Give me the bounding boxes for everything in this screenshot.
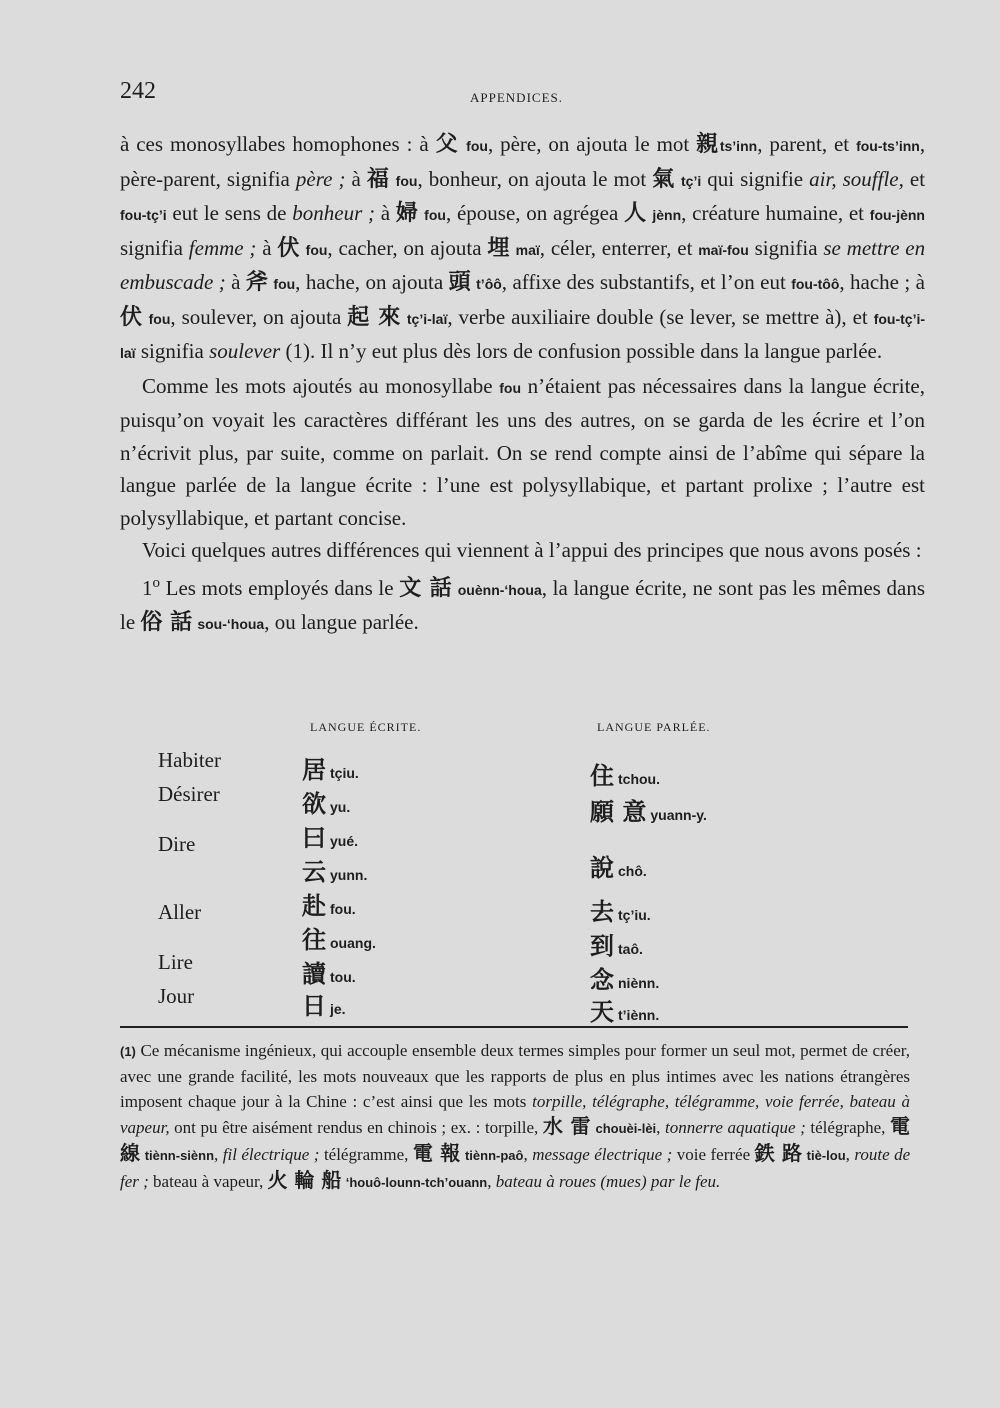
chinese-char: 電 報 bbox=[412, 1141, 461, 1165]
text: Les mots employés dans le bbox=[165, 575, 394, 600]
vocabulary-table bbox=[120, 720, 925, 1026]
romanization: fou-tôô bbox=[791, 276, 840, 292]
text: , bbox=[656, 1118, 661, 1137]
text: , hache, on ajouta bbox=[295, 270, 444, 294]
romanization: yunn. bbox=[330, 867, 368, 883]
romanization: fou-ts’inn bbox=[856, 138, 920, 154]
french-term: Lire bbox=[158, 950, 193, 974]
romanization: fou bbox=[395, 172, 418, 189]
italic-text: air, souffle, bbox=[809, 166, 904, 191]
text: signifia bbox=[140, 339, 204, 363]
text: voie ferrée bbox=[676, 1145, 751, 1164]
romanization: fou. bbox=[330, 901, 356, 917]
italic-text: femme ; bbox=[188, 235, 257, 260]
chinese-char: 親 bbox=[696, 132, 720, 157]
chinese-char: 起 來 bbox=[347, 304, 401, 330]
chinese-char: 曰 bbox=[302, 824, 326, 852]
spoken-word bbox=[590, 892, 651, 927]
romanization: ts’inn bbox=[719, 138, 758, 154]
column-header-written: LANGUE ÉCRITE. bbox=[310, 720, 422, 734]
romanization: tiè-lou bbox=[806, 1148, 846, 1163]
chinese-char: 婦 bbox=[395, 201, 419, 226]
french-term: Habiter bbox=[158, 748, 221, 772]
text: , père, on ajouta le mot bbox=[487, 132, 690, 156]
italic-text: bonheur ; bbox=[292, 201, 376, 225]
spoken-word bbox=[590, 756, 660, 791]
text: télégraphe, bbox=[810, 1118, 886, 1137]
chinese-char: 伏 bbox=[120, 304, 143, 330]
french-term: Dire bbox=[158, 832, 196, 856]
text: à bbox=[351, 166, 361, 191]
written-word bbox=[302, 886, 356, 921]
italic-text: fil électrique ; bbox=[222, 1145, 320, 1164]
paragraph-2 bbox=[120, 370, 925, 535]
romanization: yué. bbox=[330, 833, 359, 849]
page-number: 242 bbox=[120, 78, 156, 104]
chinese-char: 往 bbox=[302, 926, 326, 954]
paragraph-4 bbox=[120, 567, 925, 641]
romanization: fou bbox=[424, 207, 446, 223]
chinese-char: 日 bbox=[302, 992, 326, 1020]
romanization: sou-‘houa bbox=[197, 616, 265, 632]
french-term: Aller bbox=[158, 900, 202, 924]
italic-text: torpille, télégraphe, télégramme, voie ferrée, bateau à vapeur, bbox=[120, 1092, 910, 1137]
romanization: tç’i bbox=[681, 172, 702, 189]
italic-text: route de fer ; bbox=[120, 1145, 911, 1191]
chinese-char: 電 線 bbox=[120, 1114, 911, 1165]
written-word bbox=[302, 954, 356, 989]
italic-text: soulever bbox=[209, 339, 281, 363]
text: Ce mécanisme ingénieux, qui accouple ensemble deux termes simples pour former un seul mot, permet de créer, avec une grande facilité, les mots nouveaux que les rapports de plus en plus intimes avec les nations étrangères imposent chaque jour à la Chine : c’est ainsi que les mots bbox=[120, 1041, 910, 1111]
romanization: ‘houô-lounn-tch’ouann bbox=[345, 1175, 488, 1190]
text: télégramme, bbox=[323, 1145, 409, 1164]
text: signifia bbox=[754, 235, 818, 260]
text: , hache ; à bbox=[839, 270, 925, 294]
written-word bbox=[302, 852, 367, 887]
chinese-char: 天 bbox=[590, 998, 614, 1026]
chinese-char: 斧 bbox=[245, 270, 268, 295]
text: , ou langue parlée. bbox=[264, 610, 419, 634]
footnote bbox=[120, 1038, 910, 1195]
romanization: tçiu. bbox=[330, 765, 359, 781]
written-word bbox=[302, 920, 376, 955]
chinese-char: 火 輪 船 bbox=[267, 1168, 342, 1192]
chinese-char: 願 意 bbox=[590, 798, 647, 826]
body-text bbox=[120, 128, 925, 641]
romanization: maï bbox=[515, 241, 540, 258]
romanization: fou bbox=[148, 310, 171, 327]
romanization: ouang. bbox=[330, 935, 376, 951]
ordinal-mark: o bbox=[152, 574, 160, 591]
text: Comme les mots ajoutés au monosyllabe bbox=[142, 373, 493, 398]
text: , créature humaine, et bbox=[681, 201, 865, 225]
chinese-char: 欲 bbox=[302, 790, 326, 818]
text: , bonheur, on ajouta le mot bbox=[417, 166, 647, 191]
chinese-char: 居 bbox=[302, 756, 326, 784]
romanization: t’ôô bbox=[476, 276, 502, 292]
text: , verbe auxiliaire double (se lever, se mettre à), et bbox=[447, 304, 868, 329]
romanization: tou. bbox=[330, 969, 356, 985]
chinese-char: 赴 bbox=[302, 892, 326, 920]
text: , la langue écrite, ne sont pas les mêmes dans le bbox=[120, 575, 925, 634]
text: à ces monosyllabes homophones : à bbox=[120, 132, 429, 156]
romanization: tç’i-laï bbox=[406, 310, 448, 327]
romanization: jènn bbox=[652, 207, 682, 223]
chinese-char: 去 bbox=[590, 898, 614, 926]
chinese-char: 說 bbox=[590, 854, 614, 882]
romanization: fou-jènn bbox=[869, 207, 925, 223]
footnote-rule bbox=[120, 1026, 908, 1028]
chinese-char: 氣 bbox=[652, 166, 675, 192]
text: ont pu être aisément rendus en chinois ; ex. : torpille, bbox=[174, 1118, 539, 1137]
text: , céler, enterrer, et bbox=[539, 235, 693, 260]
romanization: yuann-y. bbox=[650, 807, 707, 823]
text: , bbox=[487, 1172, 492, 1191]
chinese-char: 云 bbox=[302, 858, 326, 886]
romanization: fou-tç’i bbox=[120, 207, 167, 223]
chinese-char: 住 bbox=[590, 762, 614, 790]
romanization: tchou. bbox=[618, 771, 660, 787]
written-word bbox=[302, 784, 350, 819]
text: , affixe des substantifs, et l’on eut bbox=[501, 270, 786, 294]
text: , cacher, on ajouta bbox=[327, 235, 482, 260]
french-term: Désirer bbox=[158, 782, 220, 806]
italic-text: bateau à roues (mues) par le feu. bbox=[495, 1172, 721, 1191]
romanization: chouèi-lèi bbox=[595, 1121, 657, 1136]
romanization: ouènn-‘houa bbox=[457, 581, 542, 598]
written-word bbox=[302, 818, 358, 853]
chinese-char: 念 bbox=[590, 966, 614, 994]
column-header-spoken: LANGUE PARLÉE. bbox=[597, 720, 711, 734]
text: , parent, et bbox=[757, 132, 850, 156]
chinese-char: 頭 bbox=[448, 270, 471, 295]
chinese-char: 文 話 bbox=[399, 575, 453, 601]
text: et bbox=[909, 166, 926, 191]
french-term: Jour bbox=[158, 984, 195, 1008]
paragraph-1 bbox=[120, 128, 925, 370]
romanization: fou bbox=[499, 379, 521, 396]
romanization: je. bbox=[330, 1001, 346, 1017]
text: , bbox=[523, 1145, 528, 1164]
text: eut le sens de bbox=[172, 201, 287, 225]
footnote-mark: (1) bbox=[120, 1044, 136, 1059]
text: n’étaient pas nécessaires dans la langue écrite, puisqu’on voyait les caractères différant les uns des autres, on se garda de les écrire et l’on n’écrivit plus, par suite, comme on parlait. On se rend compte ainsi de l’abîme qui sépare la langue parlée de la langue écrite : l’une est polysyllabique, et partant prolixe ; l’autre est polysyllabique, et partant concise. bbox=[120, 373, 925, 530]
italic-text: tonnerre aquatique ; bbox=[665, 1118, 806, 1137]
spoken-word bbox=[590, 960, 659, 995]
chinese-char: 俗 話 bbox=[140, 610, 193, 635]
paragraph-3: Voici quelques autres différences qui viennent à l’appui des principes que nous avons posés : bbox=[142, 538, 922, 562]
text: , bbox=[214, 1145, 219, 1164]
chinese-char: 父 bbox=[435, 132, 460, 157]
list-number: 1 bbox=[142, 575, 153, 600]
chinese-char: 鉄 路 bbox=[754, 1141, 803, 1165]
romanization: tiènn-paô bbox=[464, 1148, 524, 1163]
italic-text: se mettre en embuscade ; bbox=[120, 235, 926, 294]
running-title: APPENDICES. bbox=[470, 90, 563, 105]
text: , bbox=[845, 1145, 850, 1164]
romanization: taô. bbox=[618, 941, 643, 957]
spoken-word bbox=[590, 848, 647, 883]
text: , père-parent, signifia bbox=[120, 132, 926, 191]
chinese-char: 埋 bbox=[487, 235, 510, 261]
text: , soulever, on ajouta bbox=[170, 304, 342, 329]
text: , épouse, on agrégea bbox=[445, 201, 619, 225]
italic-text: père ; bbox=[295, 166, 346, 191]
romanization: fou bbox=[305, 241, 328, 258]
text: . Il n’y eut plus dès lors de confusion possible dans la langue parlée. bbox=[309, 339, 883, 363]
text: qui signifie bbox=[707, 166, 804, 191]
romanization: maï-fou bbox=[698, 241, 749, 258]
chinese-char: 人 bbox=[624, 201, 647, 226]
chinese-char: 福 bbox=[366, 166, 390, 192]
romanization: fou bbox=[466, 138, 488, 154]
chinese-char: 水 雷 bbox=[542, 1114, 591, 1138]
chinese-char: 讀 bbox=[302, 960, 326, 988]
spoken-word bbox=[590, 926, 643, 961]
footnote-ref: (1) bbox=[285, 339, 310, 363]
romanization: chô. bbox=[618, 863, 647, 879]
chinese-char: 到 bbox=[590, 932, 614, 960]
italic-text: message électrique ; bbox=[532, 1145, 673, 1164]
written-word bbox=[302, 986, 346, 1021]
spoken-word bbox=[590, 792, 707, 827]
spoken-word bbox=[590, 992, 659, 1027]
romanization: niènn. bbox=[618, 975, 660, 991]
text: à bbox=[262, 235, 272, 260]
romanization: tç’iu. bbox=[618, 907, 651, 923]
text: signifia bbox=[120, 235, 183, 260]
chinese-char: 伏 bbox=[277, 235, 300, 261]
written-word bbox=[302, 750, 359, 785]
text: bateau à vapeur, bbox=[153, 1172, 264, 1191]
text: à bbox=[380, 201, 391, 225]
text: à bbox=[231, 270, 241, 294]
romanization: yu. bbox=[330, 799, 351, 815]
romanization: tiènn-siènn bbox=[144, 1148, 215, 1163]
romanization: fou bbox=[273, 276, 296, 292]
romanization: t’iènn. bbox=[618, 1007, 660, 1023]
romanization: fou-tç’i-laï bbox=[120, 310, 926, 361]
